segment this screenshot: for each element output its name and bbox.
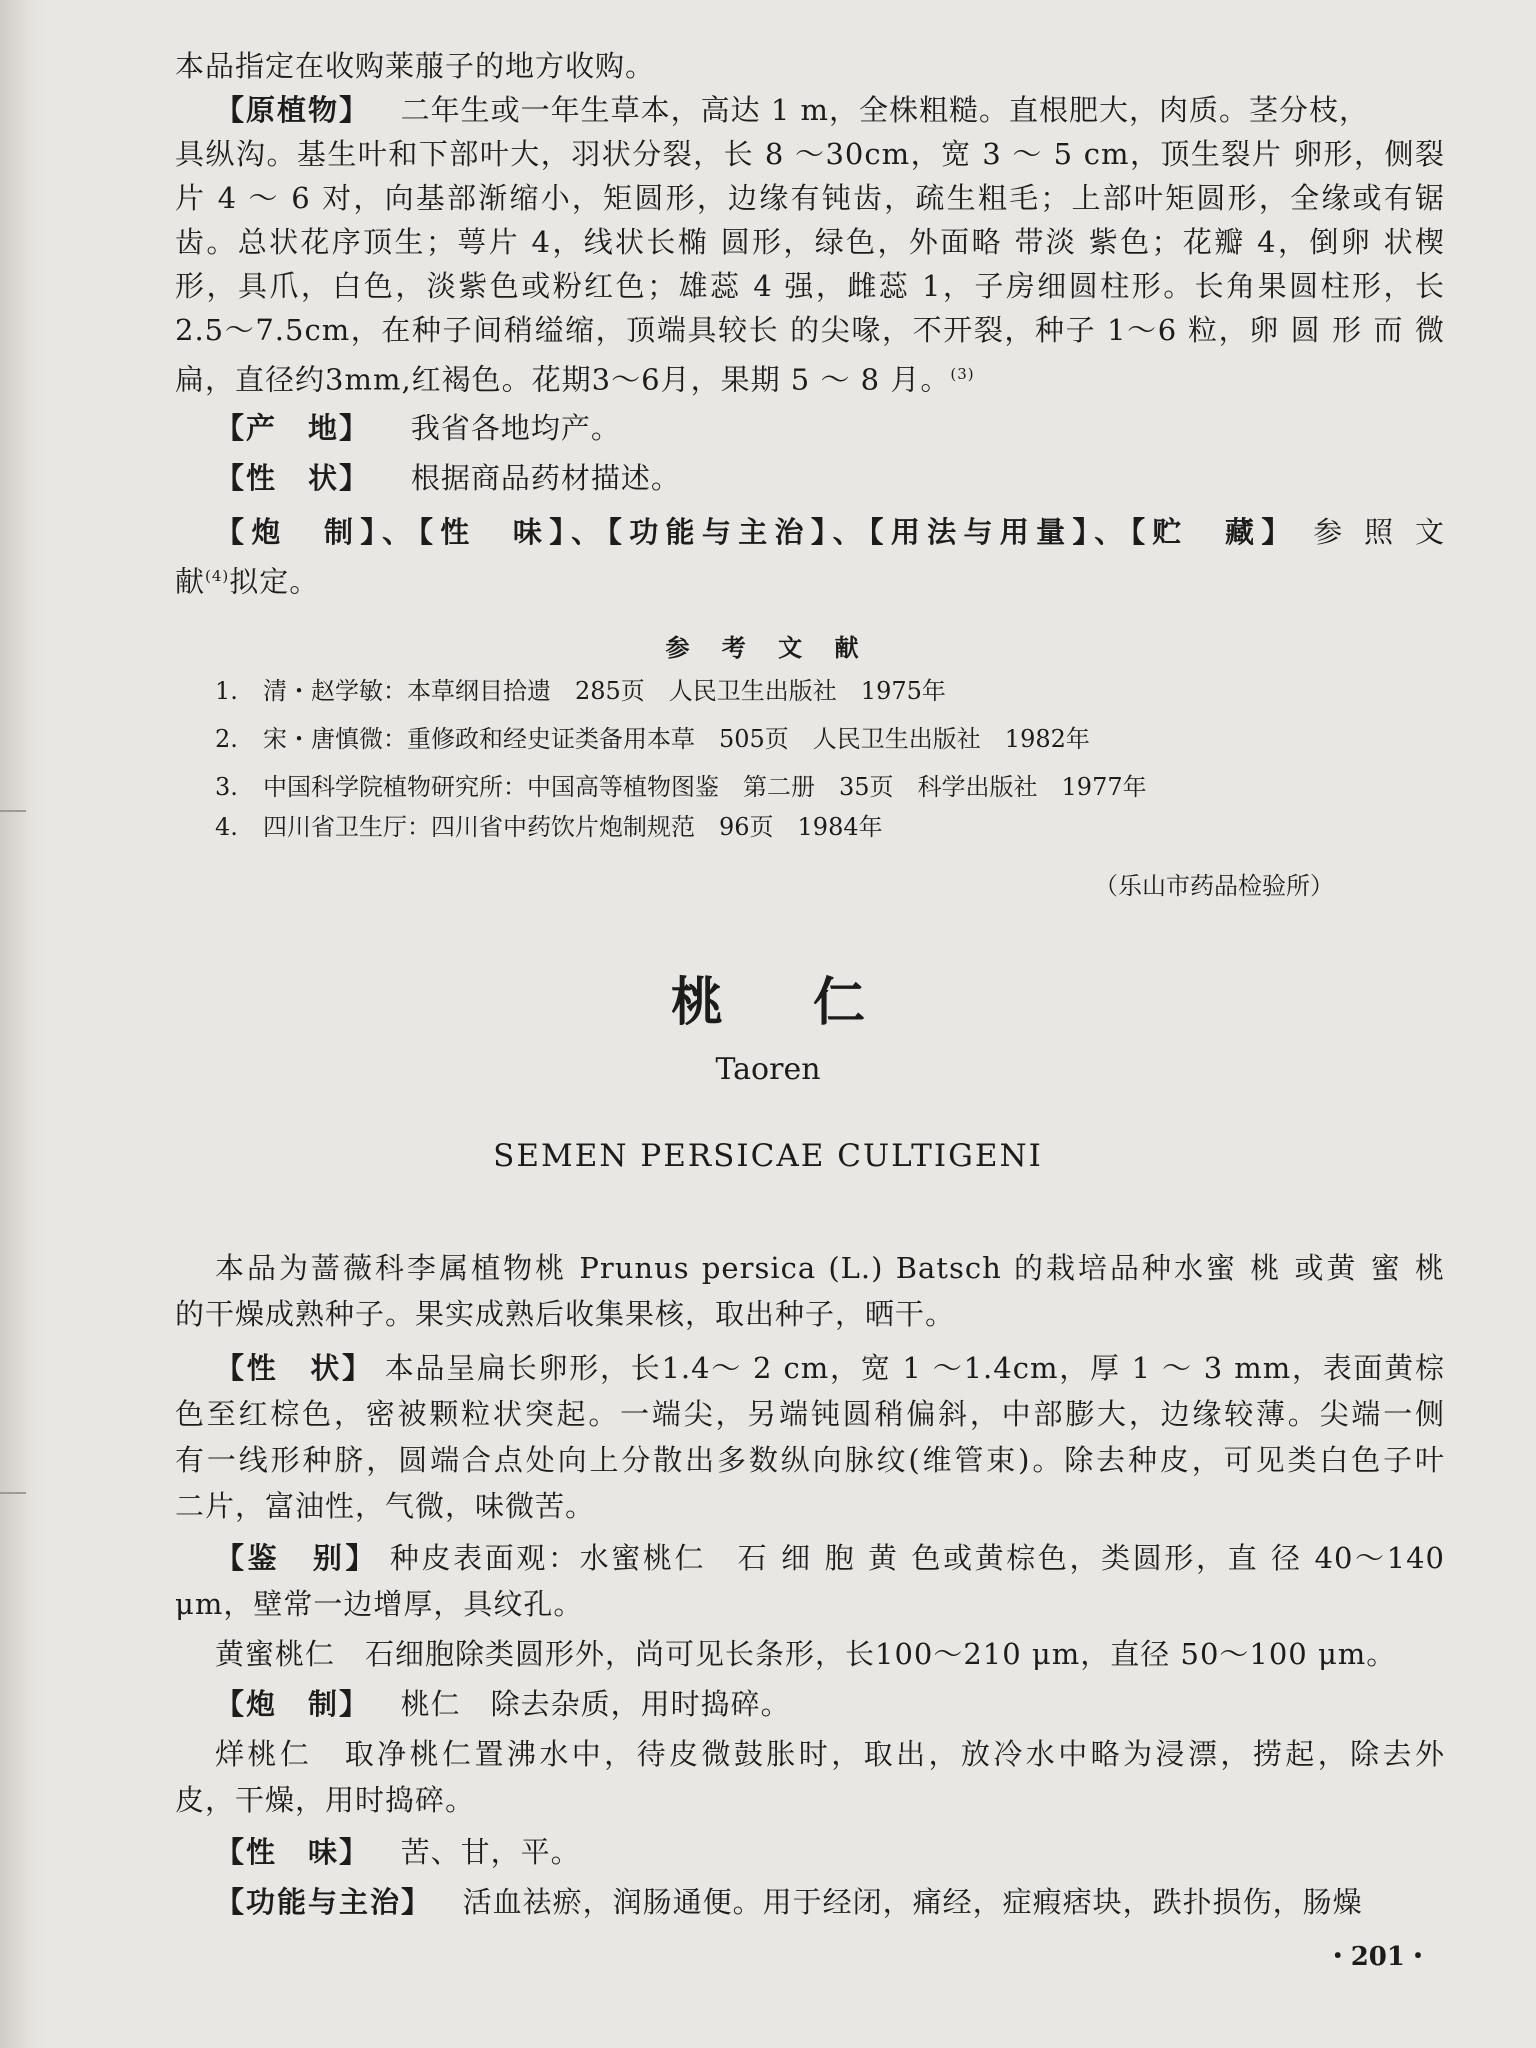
characteristics-line — [215, 1348, 1445, 1388]
origin-text: 我省各地均产。 — [410, 411, 621, 445]
identification-text: 种皮表面观：水蜜桃仁 石 细 胞 黄 色或黄棕色，类圆形，直 径 40～140 — [389, 1541, 1445, 1575]
characteristics-tag: 【性 状】 — [215, 1351, 374, 1385]
paragraph-line: 片 4 ～ 6 对，向基部渐缩小，矩圆形，边缘有钝齿，疏生粗毛；上部叶矩圆形，全缘或有锯 — [175, 181, 1445, 215]
paragraph-line: 皮，干燥，用时捣碎。 — [175, 1783, 476, 1817]
monograph-pinyin: Taoren — [715, 1052, 821, 1087]
origin-line — [215, 408, 1445, 448]
paragraph-line: 有一线形种脐，圆端合点处向上分散出多数纵向脉纹(维管束)。除去种皮，可见类白色子叶 — [175, 1443, 1445, 1477]
paragraph-line: 黄蜜桃仁 石细胞除类圆形外，尚可见长条形，长100～210 μm，直径 50～100 μm。 — [215, 1637, 1397, 1671]
paragraph-line: 的干燥成熟种子。果实成熟后收集果核，取出种子，晒干。 — [175, 1297, 956, 1331]
identification-tag: 【鉴 别】 — [215, 1541, 379, 1575]
reference-text: 宋・唐慎微：重修政和经史证类备用本草 505页 人民卫生出版社 1982年 — [263, 725, 1090, 753]
paragraph-line: 色至红棕色，密被颗粒状突起。一端尖，另端钝圆稍偏斜，中部膨大，边缘较薄。尖端一侧 — [175, 1397, 1445, 1431]
taste-line — [215, 1832, 1445, 1872]
paragraph-line: μm，壁常一边增厚，具纹孔。 — [175, 1587, 584, 1621]
function-line — [215, 1882, 1445, 1922]
paragraph-text: 献 — [175, 564, 206, 599]
function-tag: 【功能与主治】 — [215, 1885, 433, 1919]
paragraph-line: 本品为蔷薇科李属植物桃 Prunus persica (L.) Batsch 的栽培品种水蜜 桃 或黄 蜜 桃 — [215, 1251, 1445, 1285]
references-heading: 参 考 文 献 — [665, 634, 871, 662]
paragraph-line: 具纵沟。基生叶和下部叶大，羽状分裂，长 8 ～30cm，宽 3 ～ 5 cm，顶生裂片 卵形，侧裂 — [175, 137, 1445, 171]
paragraph-line: 齿。总状花序顶生；萼片 4，线状长椭 圆形，绿色，外面略 带淡 紫色；花瓣 4，倒卵 状楔 — [175, 225, 1445, 259]
reference-number: 3. — [215, 773, 238, 801]
processing-tag: 【炮 制】 — [215, 1687, 371, 1721]
affiliation: （乐山市药品检验所） — [1094, 872, 1334, 900]
citation-superscript: (4) — [205, 567, 230, 585]
monograph-title: 桃仁 — [670, 973, 955, 1033]
processing-line — [215, 1684, 1445, 1724]
plant-line — [215, 90, 1445, 130]
paragraph-line: 形，具爪，白色，淡紫色或粉红色；雄蕊 4 强，雌蕊 1，子房细圆柱形。长角果圆柱形，长 — [175, 269, 1445, 303]
reference-item — [215, 674, 1315, 708]
reference-item — [215, 722, 1315, 756]
misc-sections-line — [215, 512, 1445, 552]
monograph-latin-name: SEMEN PERSICAE CULTIGENI — [493, 1138, 1043, 1174]
identification-line — [215, 1538, 1445, 1578]
paragraph-text: 扁，直径约3mm,红褐色。花期3～6月，果期 5 ～ 8 月。 — [175, 362, 951, 397]
paragraph-line — [175, 354, 1445, 400]
misc-tags: 【炮 制】、【性 味】、【功能与主治】、【用法与用量】、【贮 藏】 — [215, 515, 1298, 549]
reference-number: 2. — [215, 725, 238, 753]
paragraph-line: 2.5～7.5cm，在种子间稍缢缩，顶端具较长 的尖喙，不开裂，种子 1～6 粒，卵 圆 形 而 微 — [175, 313, 1445, 347]
misc-text: 参 照 文 — [1313, 515, 1446, 549]
characteristics-tag: 【性 状】 — [215, 461, 371, 495]
taste-tag: 【性 味】 — [215, 1835, 371, 1869]
paragraph-line — [175, 556, 1445, 602]
plant-text: 二年生或一年生草本，高达 1 m，全株粗糙。直根肥大，肉质。茎分枝， — [400, 93, 1370, 127]
paragraph-line: 本品指定在收购莱菔子的地方收购。 — [175, 49, 656, 83]
citation-superscript: (3) — [950, 365, 975, 383]
plant-tag: 【原植物】 — [215, 93, 371, 127]
paragraph-text: 拟定。 — [229, 564, 320, 599]
paragraph-line: 烊桃仁 取净桃仁置沸水中，待皮微鼓胀时，取出，放冷水中略为浸漂，捞起，除去外 — [215, 1737, 1445, 1771]
reference-item — [215, 810, 1315, 844]
characteristics-text: 本品呈扁长卵形，长1.4～ 2 cm，宽 1 ～1.4cm，厚 1 ～ 3 mm，表面黄棕 — [384, 1351, 1445, 1385]
function-text: 活血祛瘀，润肠通便。用于经闭，痛经，症瘕痞块，跌扑损伤，肠燥 — [462, 1885, 1363, 1919]
reference-item — [215, 770, 1315, 804]
reference-text: 四川省卫生厅：四川省中药饮片炮制规范 96页 1984年 — [263, 813, 883, 841]
taste-text: 苦、甘，平。 — [400, 1835, 581, 1869]
origin-tag: 【产 地】 — [215, 411, 371, 445]
reference-text: 中国科学院植物研究所：中国高等植物图鉴 第二册 35页 科学出版社 1977年 — [263, 773, 1147, 801]
processing-text: 桃仁 除去杂质，用时捣碎。 — [400, 1687, 791, 1721]
page-number: ・201・ — [1324, 1942, 1431, 1972]
characteristics-text: 根据商品药材描述。 — [410, 461, 681, 495]
reference-number: 1. — [215, 677, 238, 705]
reference-number: 4. — [215, 813, 238, 841]
reference-text: 清・赵学敏：本草纲目拾遗 285页 人民卫生出版社 1975年 — [263, 677, 946, 705]
characteristics-line — [215, 458, 1445, 498]
paragraph-line: 二片，富油性，气微，味微苦。 — [175, 1489, 596, 1523]
